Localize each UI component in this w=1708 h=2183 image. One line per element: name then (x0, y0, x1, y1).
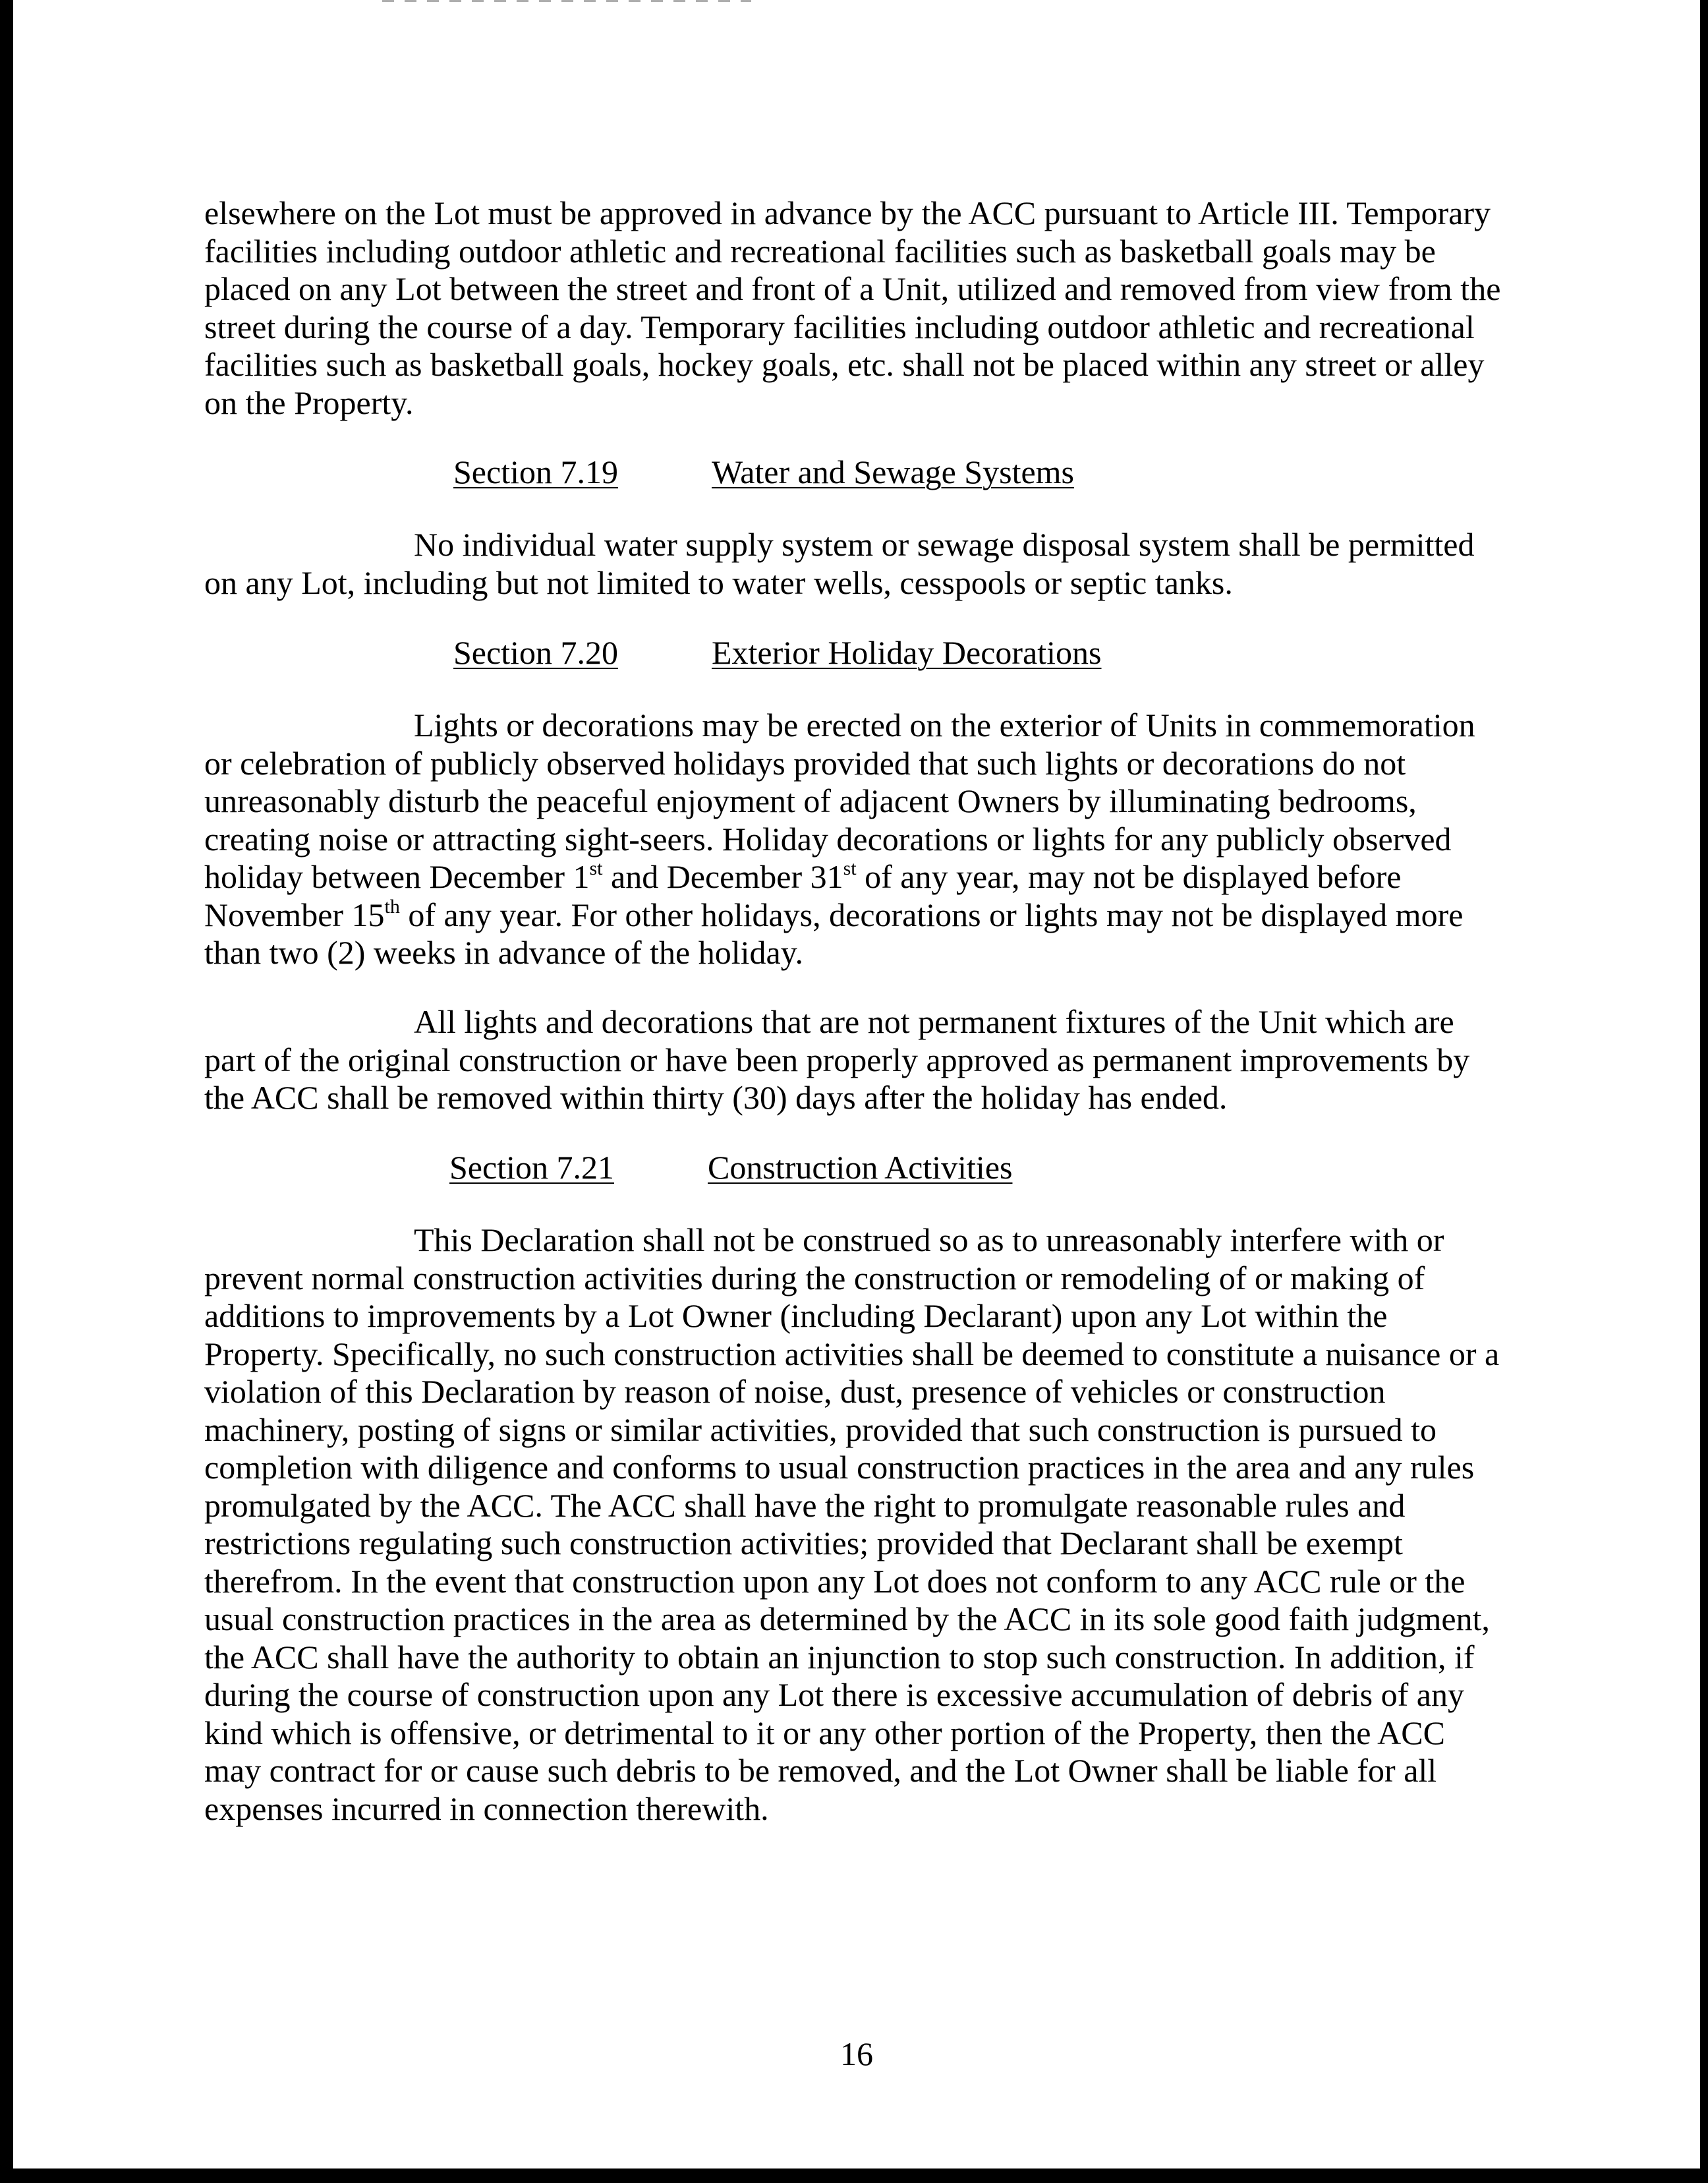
para-text: of any year, may not be displayed before November 15 (204, 858, 1402, 933)
ordinal-suffix: st (843, 858, 857, 879)
para-text: of any year. For other holidays, decorations or lights may not be displayed more than two (2) weeks in advance of the holiday. (204, 896, 1464, 971)
para-text: and December 31 (602, 858, 843, 895)
para-text: Lights or decorations may be erected on the exterior of Units in commemoration or celebration of publicly observed holidays provided that such lights or decorations do not unreasonably disturb the peaceful enjoyment of adjacent Owners by illuminating bedrooms, creating noise or attracting sight-seers. Holiday decorations or lights for any publicly observed holiday between December 1 (204, 707, 1475, 895)
section-7-20-title: Exterior Holiday Decorations (712, 634, 1102, 671)
section-7-19-title: Water and Sewage Systems (712, 453, 1074, 490)
section-7-20-paragraph-1 (204, 707, 1509, 972)
section-7-20-paragraph-2: All lights and decorations that are not permanent fixtures of the Unit which are part of the original construction or have been properly approved as permanent improvements by the ACC shall be removed within thirty (30) days after the holiday has ended. (204, 1003, 1470, 1116)
intro-paragraph: elsewhere on the Lot must be approved in advance by the ACC pursuant to Article III. Temporary facilities including outdoor athletic and recreational facilities such as basketball goals may be placed on any Lot between the street and front of a Unit, utilized and removed from view from the street during the course of a day. Temporary facilities including outdoor athletic and recreational facilities such as basketball goals, hockey goals, etc. shall not be placed within any street or alley on the Property. (204, 194, 1501, 421)
ordinal-suffix: th (384, 895, 400, 917)
ordinal-suffix: st (589, 858, 603, 879)
scan-artifact (382, 0, 751, 2)
section-7-19-paragraph: No individual water supply system or sewage disposal system shall be permitted on any Lot, including but not limited to water wells, cesspools or septic tanks. (204, 526, 1475, 601)
section-7-19-number: Section 7.19 (453, 453, 618, 490)
section-7-21-number: Section 7.21 (449, 1149, 614, 1186)
section-7-21-paragraph: This Declaration shall not be construed so as to unreasonably interfere with or prevent normal construction activities during the construction or remodeling of or making of additions to improvements by a Lot Owner (including Declarant) upon any Lot within the Property. Specifically, no such construction activities shall be deemed to constitute a nuisance or a violation of this Declaration by reason of noise, dust, presence of vehicles or construction machinery, posting of signs or similar activities, provided that such construction is pursued to completion with diligence and conforms to usual construction practices in the area and any rules promulgated by the ACC. The ACC shall have the right to promulgate reasonable rules and restrictions regulating such construction activities; provided that Declarant shall be exempt therefrom. In the event that construction upon any Lot does not conform to any ACC rule or the usual construction practices in the area as determined by the ACC in its sole good faith judgment, the ACC shall have the authority to obtain an injunction to stop such construction. In addition, if during the course of construction upon any Lot there is excessive accumulation of debris of any kind which is offensive, or detrimental to it or any other portion of the Property, then the ACC may contract for or cause such debris to be removed, and the Lot Owner shall be liable for all expenses incurred in connection therewith. (204, 1221, 1500, 1827)
page-number: 16 (840, 2035, 873, 2072)
section-7-21-title: Construction Activities (708, 1149, 1013, 1186)
section-7-20-number: Section 7.20 (453, 634, 618, 671)
